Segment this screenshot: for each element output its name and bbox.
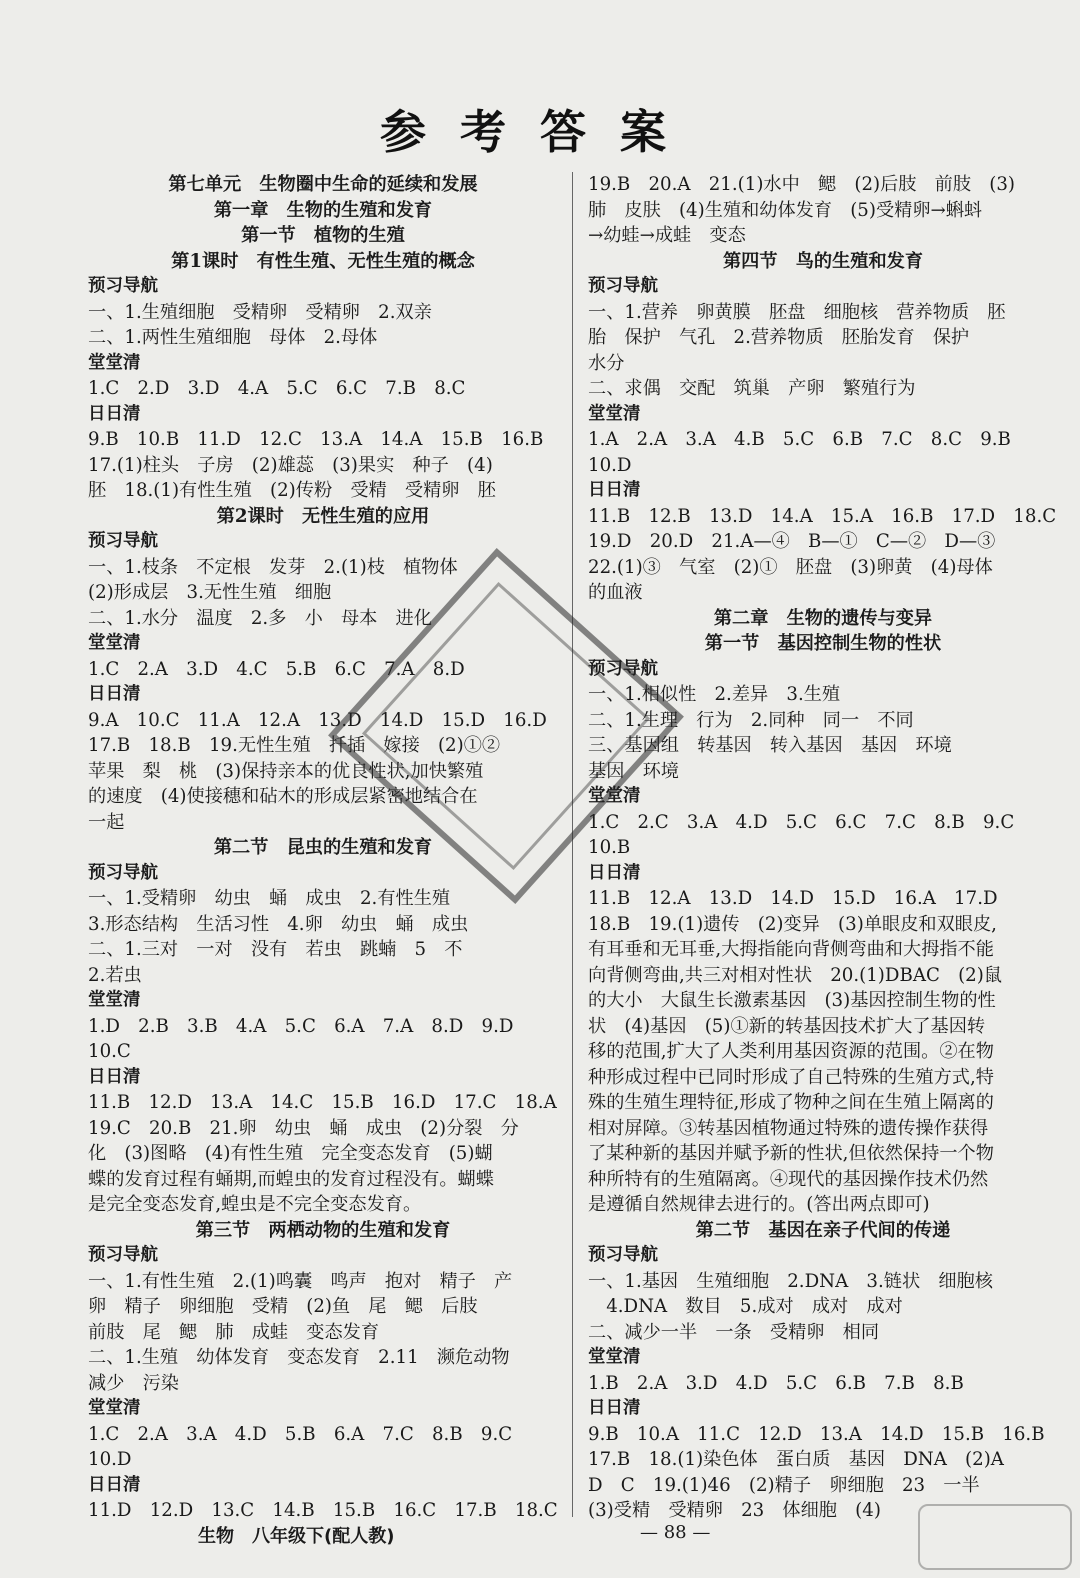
right-column xyxy=(588,172,1058,1524)
answer-line: 卵 精子 卵细胞 受精 (2)鱼 尾 鳃 后肢 xyxy=(88,1296,478,1317)
subsection-label: 日日清 xyxy=(88,684,141,704)
section-heading: 第一节 基因控制生物的性状 xyxy=(704,633,942,654)
subsection-label: 预习导航 xyxy=(88,862,158,883)
answer-line: 1.C 2.A 3.A 4.D 5.B 6.A 7.C 8.B 9.C xyxy=(88,1423,513,1445)
answer-line: 9.B 10.A 11.C 12.D 13.A 14.D 15.B 16.B xyxy=(588,1423,1045,1445)
answer-line: 化 (3)图略 (4)有性生殖 完全变态发育 (5)蝴 xyxy=(88,1143,493,1164)
subsection-label: 日日清 xyxy=(88,1474,141,1495)
answer-line: 9.A 10.C 11.A 12.A 13.D 14.D 15.D 16.D xyxy=(88,709,547,731)
answer-line: 1.A 2.A 3.A 4.B 5.C 6.B 7.C 8.C 9.B xyxy=(588,429,1011,450)
answer-line: 19.D 20.D 21.A—④ B—① C—② D—③ xyxy=(588,531,996,552)
section-heading: 第二节 昆虫的生殖和发育 xyxy=(213,837,433,858)
answer-line: 二、减少一半 一条 受精卵 相同 xyxy=(588,1321,880,1343)
answer-line: 1.C 2.A 3.D 4.C 5.B 6.C 7.A 8.D xyxy=(88,658,465,680)
answer-line: 的速度 (4)使接穗和砧木的形成层紧密地结合在 xyxy=(88,786,478,807)
answer-line: 1.C 2.D 3.D 4.A 5.C 6.C 7.B 8.C xyxy=(88,378,466,399)
answer-line: 肺 皮肤 (4)生殖和幼体发育 (5)受精卵→蝌蚪 xyxy=(588,199,983,221)
subsection-label: 堂堂清 xyxy=(88,990,141,1010)
section-heading: 第1课时 有性生殖、无性生殖的概念 xyxy=(171,250,475,272)
answer-line: 一、1.枝条 不定根 发芽 2.(1)枝 植物体 xyxy=(88,556,458,578)
answer-line: 水分 xyxy=(588,352,625,374)
answer-line: 一、1.生殖细胞 受精卵 受精卵 2.双亲 xyxy=(88,301,432,323)
page-footer xyxy=(0,1522,1080,1552)
section-heading: 第一章 生物的生殖和发育 xyxy=(213,199,433,221)
subsection-label: 日日清 xyxy=(588,862,641,883)
answer-line: 1.C 2.C 3.A 4.D 5.C 6.C 7.C 8.B 9.C xyxy=(588,811,1015,833)
answer-line: 苹果 梨 桃 (3)保持亲本的优良性状,加快繁殖 xyxy=(88,760,484,782)
answer-line: 11.D 12.D 13.C 14.B 15.B 16.C 17.B 18.C xyxy=(88,1500,558,1521)
answer-line: 二、1.两性生殖细胞 母体 2.母体 xyxy=(88,327,378,348)
section-heading: 第四节 鸟的生殖和发育 xyxy=(722,250,924,272)
answer-line: 前肢 尾 鳃 肺 成蛙 变态发育 xyxy=(88,1321,380,1343)
answer-line: 11.B 12.B 13.D 14.A 15.A 16.B 17.D 18.C xyxy=(588,505,1057,527)
answer-line: 二、1.生殖 幼体发育 变态发育 2.11 濒危动物 xyxy=(88,1347,510,1368)
answer-line: 蝶的发育过程有蛹期,而蝗虫的发育过程没有。蝴蝶 xyxy=(88,1168,494,1190)
section-heading: 第一节 植物的生殖 xyxy=(241,225,405,246)
answer-line: 移的范围,扩大了人类利用基因资源的范围。②在物 xyxy=(588,1041,994,1062)
answer-line: 二、1.水分 温度 2.多 小 母本 进化 xyxy=(88,607,432,629)
answer-line: 22.(1)③ 气室 (2)① 胚盘 (3)卵黄 (4)母体 xyxy=(588,556,993,578)
answer-line: 一、1.有性生殖 2.(1)鸣囊 鸣声 抱对 精子 产 xyxy=(88,1270,513,1292)
answer-line: 19.B 20.A 21.(1)水中 鳃 (2)后肢 前肢 (3) xyxy=(588,174,1015,195)
answer-line: 17.B 18.B 19.无性生殖 扦插 嫁接 (2)①② xyxy=(88,735,501,756)
answer-line: 18.B 19.(1)遗传 (2)变异 (3)单眼皮和双眼皮, xyxy=(588,913,997,935)
subsection-label: 预习导航 xyxy=(88,531,158,551)
section-heading: 第二节 基因在亲子代间的传递 xyxy=(695,1219,951,1241)
answer-line: 是遵循自然规律去进行的。(答出两点即可) xyxy=(588,1194,930,1215)
answer-line: 10.C xyxy=(88,1041,131,1062)
answer-line: 11.B 12.D 13.A 14.C 15.B 16.D 17.C 18.A xyxy=(88,1092,557,1113)
answer-line: 一、1.相似性 2.差异 3.生殖 xyxy=(588,684,841,705)
answer-line: 2.若虫 xyxy=(88,964,142,986)
answer-line: 17.B 18.(1)染色体 蛋白质 基因 DNA (2)A xyxy=(588,1449,1004,1470)
answer-line: 胚 18.(1)有性生殖 (2)传粉 受精 受精卵 胚 xyxy=(88,480,496,501)
subsection-label: 堂堂清 xyxy=(88,1398,141,1418)
answer-line: 一起 xyxy=(88,811,125,833)
answer-line: 11.B 12.A 13.D 14.D 15.D 16.A 17.D xyxy=(588,888,998,909)
answer-line: 减少 污染 xyxy=(88,1372,179,1394)
page-title: 参考答案 xyxy=(380,105,700,159)
subsection-label: 堂堂清 xyxy=(588,1347,641,1367)
answer-line: 10.B xyxy=(588,837,631,858)
answer-line: (2)形成层 3.无性生殖 细胞 xyxy=(88,582,332,603)
answer-line: 的血液 xyxy=(588,582,643,603)
answer-line: 1.D 2.B 3.B 4.A 5.C 6.A 7.A 8.D 9.D xyxy=(88,1015,514,1037)
column-divider xyxy=(572,172,573,1517)
answer-line: 3.形态结构 生活习性 4.卵 幼虫 蛹 成虫 xyxy=(88,913,469,935)
subsection-label: 预习导航 xyxy=(588,276,658,296)
answer-line: 相对屏障。③转基因植物通过特殊的遗传操作获得 xyxy=(588,1117,989,1139)
answer-line: 二、1.三对 一对 没有 若虫 跳蝻 5 不 xyxy=(88,939,463,960)
answer-line: 了某种新的基因并赋予新的性状,但依然保持一个物 xyxy=(588,1143,994,1164)
answer-line: 10.D xyxy=(88,1449,132,1470)
answer-line: 一、1.基因 生殖细胞 2.DNA 3.链状 细胞核 xyxy=(588,1270,993,1292)
subsection-label: 堂堂清 xyxy=(588,786,641,806)
subsection-label: 日日清 xyxy=(588,480,641,500)
subsection-label: 堂堂清 xyxy=(588,403,641,424)
subsection-label: 日日清 xyxy=(88,1066,141,1087)
answer-line: D C 19.(1)46 (2)精子 卵细胞 23 一半 xyxy=(588,1474,980,1496)
answer-line: 有耳垂和无耳垂,大拇指能向背侧弯曲和大拇指不能 xyxy=(588,939,994,960)
answer-line: 17.(1)柱头 子房 (2)雄蕊 (3)果实 种子 (4) xyxy=(88,454,493,476)
subsection-label: 预习导航 xyxy=(88,1245,158,1265)
answer-line: 种形成过程中已同时形成了自己特殊的生殖方式,特 xyxy=(588,1066,994,1088)
page-number: — 88 — xyxy=(640,1522,711,1543)
subsection-label: 日日清 xyxy=(88,403,141,424)
answer-line: 基因 环境 xyxy=(588,760,679,782)
subsection-label: 堂堂清 xyxy=(88,352,141,373)
answer-line: 状 (4)基因 (5)①新的转基因技术扩大了基因转 xyxy=(588,1015,986,1037)
answer-line: 向背侧弯曲,共三对相对性状 20.(1)DBAC (2)鼠 xyxy=(588,964,1003,986)
subsection-label: 预习导航 xyxy=(88,276,158,296)
section-heading: 第三节 两栖动物的生殖和发育 xyxy=(195,1219,451,1241)
footer-subject: 生物 八年级下(配人教) xyxy=(198,1526,395,1547)
answer-line: →幼蛙→成蛙 变态 xyxy=(588,225,746,246)
subsection-label: 堂堂清 xyxy=(88,633,141,653)
subsection-label: 预习导航 xyxy=(588,1245,658,1265)
answer-line: 一、1.受精卵 幼虫 蛹 成虫 2.有性生殖 xyxy=(88,888,451,909)
answer-line: (3)受精 受精卵 23 体细胞 (4) xyxy=(588,1500,881,1521)
answer-line: 二、1.生理 行为 2.同种 同一 不同 xyxy=(588,709,914,731)
subsection-label: 日日清 xyxy=(588,1398,641,1418)
answer-line: 一、1.营养 卵黄膜 胚盘 细胞核 营养物质 胚 xyxy=(588,301,1006,323)
subsection-label: 预习导航 xyxy=(588,658,658,679)
answer-line: 的大小 大鼠生长激素基因 (3)基因控制生物的性 xyxy=(588,990,996,1011)
section-heading: 第二章 生物的遗传与变异 xyxy=(713,607,933,629)
answer-line: 三、基因组 转基因 转入基因 基因 环境 xyxy=(588,735,952,756)
section-heading: 第七单元 生物圈中生命的延续和发展 xyxy=(168,174,478,195)
answer-line: 4.DNA 数目 5.成对 成对 成对 xyxy=(588,1296,903,1317)
answer-line: 1.B 2.A 3.D 4.D 5.C 6.B 7.B 8.B xyxy=(588,1372,964,1394)
answer-line: 是完全变态发育,蝗虫是不完全变态发育。 xyxy=(88,1194,422,1215)
answer-line: 胎 保护 气孔 2.营养物质 胚胎发育 保护 xyxy=(588,327,970,348)
answer-line: 二、求偶 交配 筑巢 产卵 繁殖行为 xyxy=(588,378,916,399)
answer-line: 殊的生殖生理特征,形成了物种之间在生殖上隔离的 xyxy=(588,1092,994,1113)
answer-line: 10.D xyxy=(588,454,632,476)
answer-line: 种所特有的生殖隔离。④现代的基因操作技术仍然 xyxy=(588,1168,989,1190)
answer-line: 19.C 20.B 21.卵 幼虫 蛹 成虫 (2)分裂 分 xyxy=(88,1117,519,1139)
section-heading: 第2课时 无性生殖的应用 xyxy=(216,505,430,527)
answer-line: 9.B 10.B 11.D 12.C 13.A 14.A 15.B 16.B xyxy=(88,429,544,450)
